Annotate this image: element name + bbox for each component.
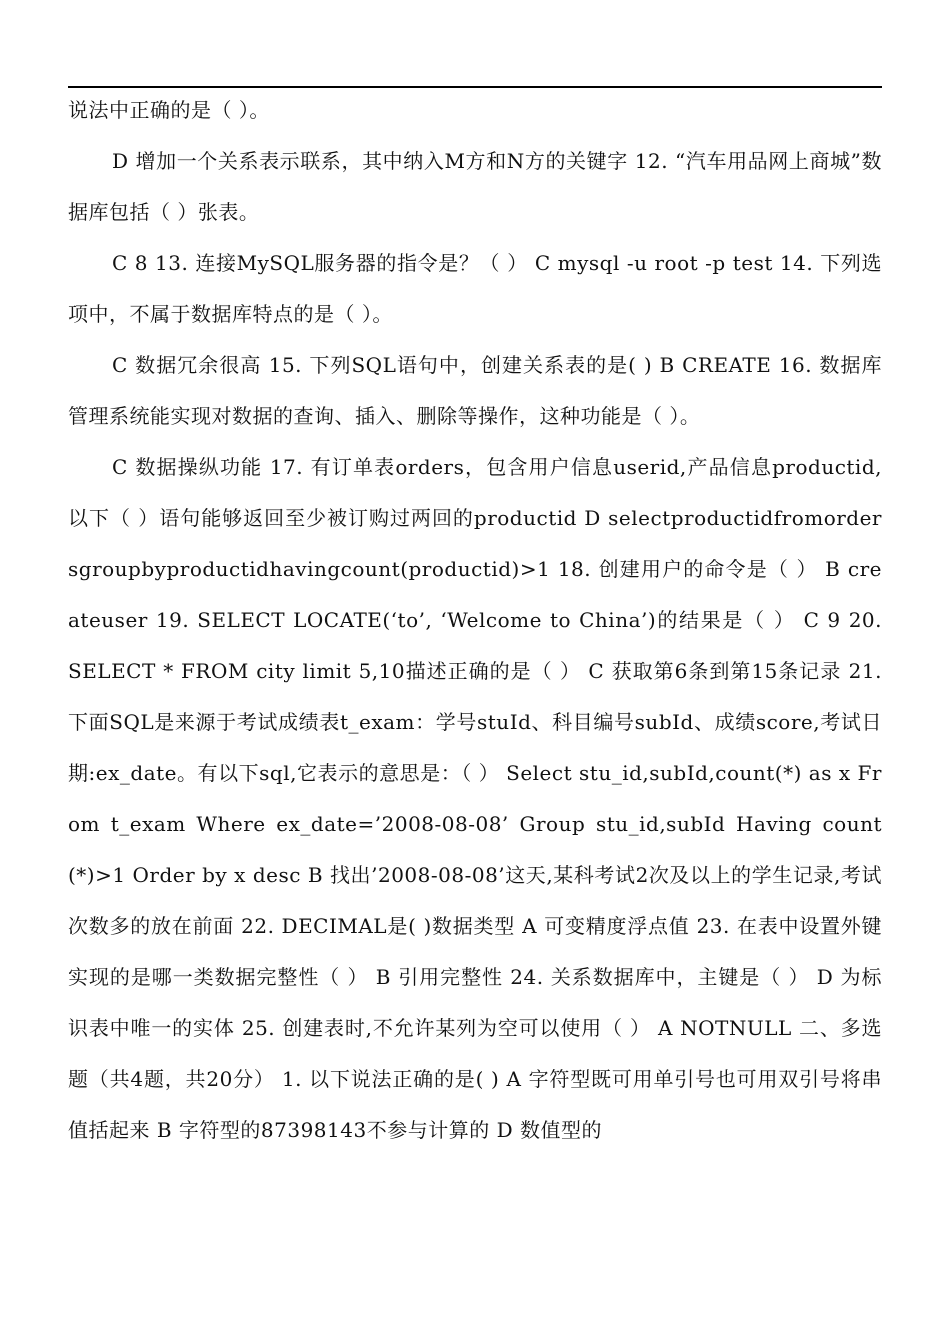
paragraph-1: 说法中正确的是（ ）。 xyxy=(68,98,270,122)
paragraph-5: C 数据操纵功能 17. 有订单表orders，包含用户信息userid,产品信息productid,以下（ ）语句能够返回至少被订购过两回的productid D selectproductidfromordersgroupbyproductidhavingcount(productid)>1 18. 创建用户的命令是（ ） B createuser 19. SELECT LOCATE(‘to’, ‘Welcome to China’)的结果是（ ） C 9 20. SELECT * FROM city limit 5,10描述正确的是（ ） C 获取第6条到第15条记录 21. 下面SQL是来源于考试成绩表t_exam：学号stuId、科目编号subId、成绩score,考试日期:ex_date。有以下sql,它表示的意思是：（ ） Select stu_id,subId,count(*) as x From t_exam Where ex_date=’2008-08-08’ Group stu_id,subId Having count(*)>1 Order by x desc B 找出’2008-08-08’这天,某科考试2次及以上的学生记录,考试次数多的放在前面 22. DECIMAL是( )数据类型 A 可变精度浮点值 23. 在表中设置外键实现的是哪一类数据完整性（ ） B 引用完整性 24. 关系数据库中，主键是（ ） D 为标识表中唯一的实体 25. 创建表时,不允许某列为空可以使用（ ） A NOTNULL 二、多选题（共4题，共20分） 1. 以下说法正确的是( ) A 字符型既可用单引号也可用双引号将串值括起来 B 字符型的87398143不参与计算的 D 数值型的 xyxy=(68,455,882,1142)
paragraph-4: C 数据冗余很高 15. 下列SQL语句中，创建关系表的是( ) B CREATE 16. 数据库管理系统能实现对数据的查询、插入、删除等操作，这种功能是（ ）。 xyxy=(68,353,882,428)
paragraph-2: D 增加一个关系表示联系，其中纳入M方和N方的关键字 12. “汽车用品网上商城”数据库包括（ ）张表。 xyxy=(68,149,882,224)
document-body xyxy=(68,85,882,1156)
paragraph-3: C 8 13. 连接MySQL服务器的指令是？（ ） C mysql -u root -p test 14. 下列选项中，不属于数据库特点的是（ ）。 xyxy=(68,251,882,326)
